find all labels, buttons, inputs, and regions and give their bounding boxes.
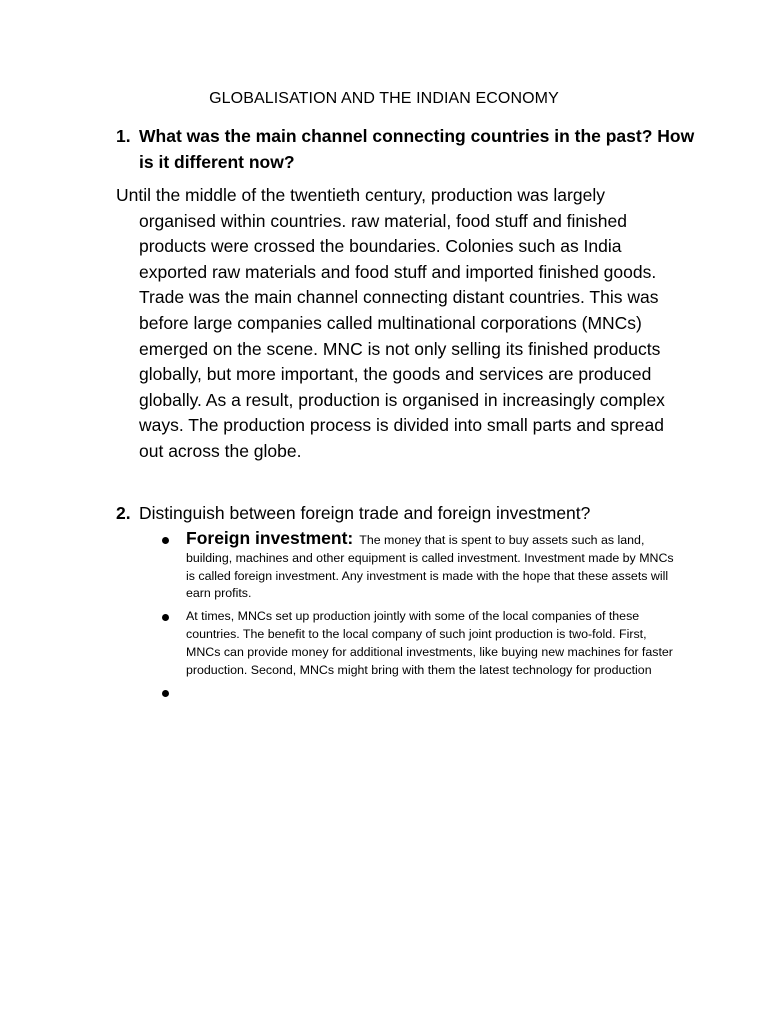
list-item: [160, 608, 680, 679]
question-1: [116, 124, 696, 175]
bullet-icon: [162, 614, 169, 621]
answer-1-paragraph: Until the middle of the twentieth century, production was largely organised within countries. raw material, food stuff and finished products were crossed the boundaries. Colonies such as India exported raw materials and food stuff and imported finished goods. Trade was the main channel connecting distant countries. This was before large companies called multinational corporations (MNCs) emerged on the scene. MNC is not only selling its finished products globally, but more important, the goods and services are produced globally. As a result, production is organised in increasingly complex ways. The production process is divided into small parts and spread out across the globe.: [116, 185, 665, 461]
answer-2-bullet-list: [160, 528, 680, 707]
question-2-number: 2.: [116, 503, 131, 523]
bullet-text: At times, MNCs set up production jointly with some of the local companies of these countries. The benefit to the local company of such joint production is two-fold. First, MNCs can provide money for additional investments, like buying new machines for faster production. Second, MNCs might bring with them the latest technology for production: [186, 609, 673, 677]
list-item: [160, 684, 680, 702]
question-2: [116, 501, 696, 526]
question-1-number: 1.: [116, 126, 131, 146]
bullet-icon: [162, 537, 169, 544]
bullet-heading: Foreign investment:: [186, 528, 354, 548]
question-1-text: What was the main channel connecting countries in the past? How is it different now?: [139, 126, 695, 172]
document-title: GLOBALISATION AND THE INDIAN ECONOMY: [209, 90, 559, 107]
question-2-text: Distinguish between foreign trade and foreign investment?: [139, 503, 591, 523]
list-item: [160, 528, 680, 603]
bullet-icon: [162, 690, 169, 697]
bullet-text: The money that is spent to buy assets such as land, building, machines and other equipment is called investment. Investment made by MNCs is called foreign investment. Any investment is made with the hope that these assets will earn profits.: [186, 533, 674, 601]
